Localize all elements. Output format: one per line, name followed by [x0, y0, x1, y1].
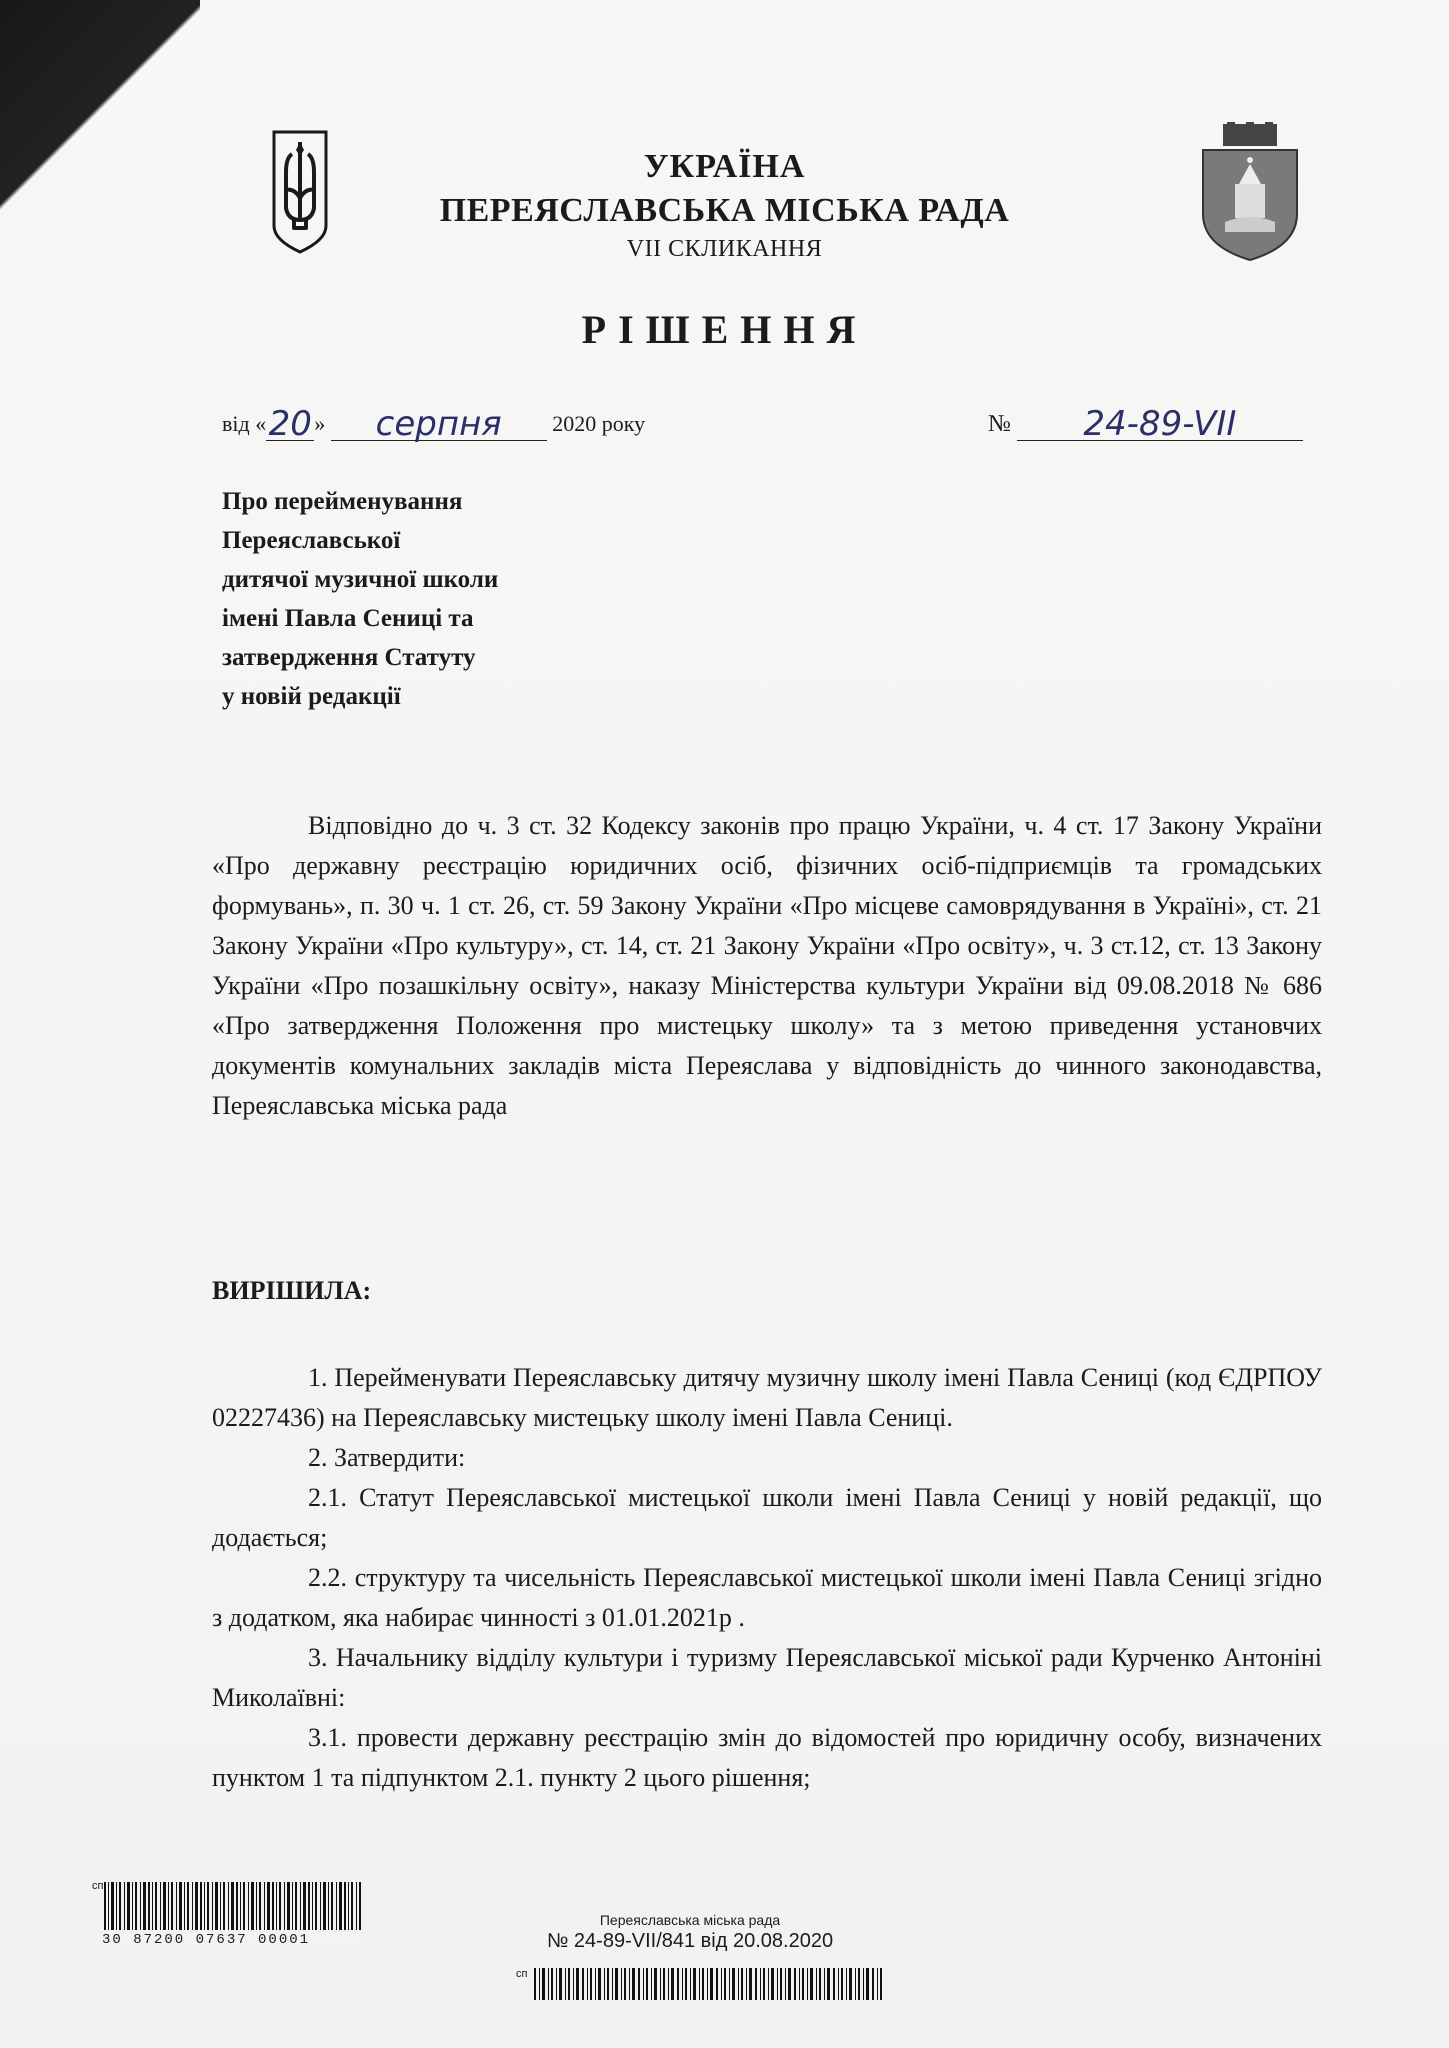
date-line	[222, 400, 646, 444]
date-mid: »	[314, 411, 326, 436]
registration-org: Переяславська міська рада	[599, 1912, 781, 1928]
title-line: Про перейменування	[222, 488, 463, 515]
council-heading: ПЕРЕЯСЛАВСЬКА МІСЬКА РАДА	[439, 192, 1010, 229]
decision-item-3: 3. Начальнику відділу культури і туризму Переяславської міської ради Курченко Антоніні Миколаївні:	[212, 1643, 1322, 1712]
decision-item-2-2: 2.2. структуру та чисельність Переяславської мистецької школи імені Павла Сениці згідно з додатком, яка набирає чинності з 01.01.2021р .	[212, 1563, 1322, 1632]
decision-heading: РІШЕННЯ	[581, 307, 868, 352]
decided-heading: ВИРІШИЛА:	[212, 1276, 372, 1305]
date-prefix: від «	[222, 411, 267, 436]
date-day-field	[266, 400, 314, 444]
decision-item-1: 1. Перейменувати Переяславську дитячу музичну школу імені Павла Сениці (код ЄДРПОУ 02227436) на Переяславську мистецьку школу імені Павла Сениці.	[212, 1363, 1322, 1432]
barcode-left-number: 30 87200 07637 00001	[102, 1932, 362, 1948]
decision-items	[212, 1358, 1322, 1798]
date-day-handwritten: 20	[268, 404, 312, 444]
decision-number-line	[988, 400, 1303, 444]
registration-number: № 24-89-VII/841 від 20.08.2020	[546, 1930, 834, 1952]
title-line: Переяславської	[222, 527, 401, 554]
decision-number-handwritten: 24-89-VII	[1083, 404, 1237, 444]
title-line: дитячої музичної школи	[222, 566, 499, 593]
number-label: №	[988, 411, 1011, 437]
date-year: 2020 року	[552, 411, 646, 436]
barcode-bottom-prefix: сп	[516, 1968, 528, 1980]
date-month-handwritten: серпня	[375, 404, 502, 444]
registration-barcode-left	[102, 1882, 362, 1962]
convocation-heading: VII СКЛИКАННЯ	[626, 236, 823, 262]
decision-item-2-1: 2.1. Статут Переяславської мистецької школи імені Павла Сениці у новій редакції, що додається;	[212, 1483, 1322, 1552]
barcode-left-prefix: сп	[92, 1880, 104, 1892]
registration-barcode-bottom	[520, 1964, 900, 2004]
preamble-paragraph: Відповідно до ч. 3 ст. 32 Кодексу законів про працю України, ч. 4 ст. 17 Закону України «Про державну реєстрацію юридичних осіб, фізичних осіб-підприємців та громадських формувань», п. 30 ч. 1 ст. 26, ст. 59 Закону України «Про місцеве самоврядування в Україні», ст. 21 Закону України «Про культуру», ст. 14, ст. 21 Закону України «Про освіту», ч. 3 ст.12, ст. 13 Закону України «Про позашкільну освіту», наказу Міністерства культури України від 09.08.2018 № 686 «Про затвердження Положення про мистецьку школу» та з метою приведення установчих документів комунальних закладів міста Переяслава у відповідність до чинного законодавства, Переяславська міська рада	[212, 811, 1322, 1120]
title-line: затвердження Статуту	[222, 644, 476, 671]
decision-item-3-1: 3.1. провести державну реєстрацію змін до відомостей про юридичну особу, визначених пунктом 1 та підпунктом 2.1. пункту 2 цього рішення;	[212, 1723, 1322, 1792]
country-heading: УКРАЇНА	[643, 148, 806, 185]
decision-item-2: 2. Затвердити:	[308, 1443, 466, 1472]
title-line: імені Павла Сениці та	[222, 605, 474, 632]
decision-title	[222, 482, 642, 716]
date-month-field	[331, 400, 547, 444]
title-line: у новій редакції	[222, 683, 401, 710]
decision-number-field	[1017, 400, 1303, 444]
registration-stamp	[520, 1912, 860, 1953]
